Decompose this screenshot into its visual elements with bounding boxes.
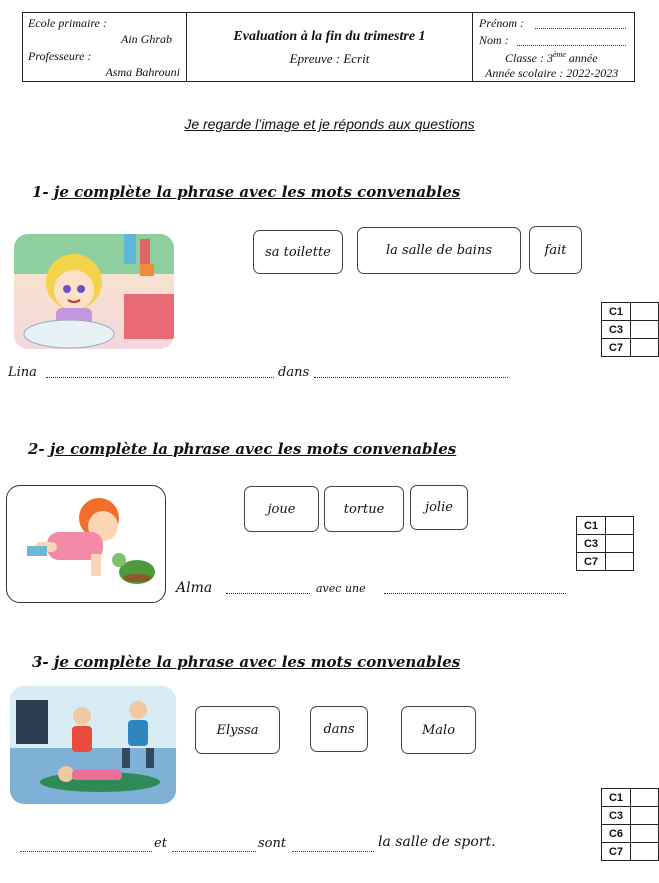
q3-title (32, 653, 460, 671)
q2-image-girl-tortoise (6, 485, 166, 603)
q3-word-2[interactable]: dans (310, 706, 368, 752)
classe-label: Classe : (505, 51, 544, 65)
criteria-label: C3 (577, 535, 606, 553)
nom-line[interactable] (517, 45, 626, 46)
criteria-label: C3 (602, 807, 631, 825)
header-table (22, 12, 635, 82)
q2-word-1[interactable]: joue (244, 486, 319, 532)
criteria-label: C7 (577, 553, 606, 571)
q3-answer-line-3[interactable] (292, 851, 374, 852)
nom-label: Nom : (479, 33, 509, 47)
criteria-score-box[interactable] (631, 321, 659, 339)
criteria-score-box[interactable] (631, 825, 659, 843)
q2-word-2[interactable]: tortue (324, 486, 404, 532)
q1-criteria-table (601, 302, 659, 357)
school-cell (23, 13, 187, 81)
classe-num: 3 (547, 51, 553, 65)
q1-answer-line-1[interactable] (46, 377, 274, 378)
criteria-label: C1 (602, 789, 631, 807)
q3-sentence-end: la salle de sport. (378, 834, 496, 850)
prenom-line[interactable] (535, 28, 626, 29)
q1-title (32, 183, 460, 201)
criteria-label: C7 (602, 843, 631, 861)
instruction: Je regarde l’image et je réponds aux questions (184, 116, 475, 132)
q3-sentence-sont: sont (258, 836, 287, 851)
q3-illustration (10, 686, 176, 804)
q1-sentence-mid: dans (278, 365, 310, 380)
prenom-label: Prénom : (479, 16, 524, 30)
criteria-row (602, 339, 659, 357)
criteria-score-box[interactable] (631, 789, 659, 807)
classe-sup: ème (553, 50, 566, 59)
title-cell (187, 13, 473, 81)
criteria-row (602, 303, 659, 321)
q1-word-3[interactable]: fait (529, 226, 582, 274)
criteria-score-box[interactable] (606, 535, 634, 553)
criteria-row (602, 789, 659, 807)
exam-subtitle: Epreuve : Ecrit (289, 51, 370, 66)
criteria-score-box[interactable] (606, 517, 634, 535)
q3-image-sport-room (10, 686, 176, 804)
criteria-label: C3 (602, 321, 631, 339)
q2-sentence-mid: avec une (316, 582, 366, 595)
criteria-score-box[interactable] (631, 339, 659, 357)
q1-image-girl-bathroom (14, 234, 174, 349)
teacher-name: Asma Bahrouni (105, 65, 180, 79)
criteria-row (602, 843, 659, 861)
school-name: Ain Ghrab (121, 32, 172, 46)
classe-line (505, 50, 598, 66)
q1-word-1[interactable]: sa toilette (253, 230, 343, 274)
q1-sentence-start: Lina (8, 365, 37, 380)
criteria-row (602, 825, 659, 843)
criteria-label: C1 (577, 517, 606, 535)
q2-criteria-table (576, 516, 634, 571)
q3-answer-line-2[interactable] (172, 851, 256, 852)
q3-word-3[interactable]: Malo (401, 706, 476, 754)
teacher-label: Professeure : (28, 49, 92, 63)
q2-answer-line-2[interactable] (384, 593, 566, 594)
criteria-score-box[interactable] (631, 843, 659, 861)
q2-title (28, 440, 456, 458)
criteria-label: C6 (602, 825, 631, 843)
student-cell (473, 13, 634, 81)
criteria-row (602, 321, 659, 339)
q3-sentence-et: et (154, 836, 167, 851)
classe-word: année (568, 51, 598, 65)
q2-sentence-start: Alma (176, 580, 213, 596)
q2-illustration (7, 486, 165, 602)
exam-title: Evaluation à la fin du trimestre 1 (233, 29, 426, 44)
q3-answer-line-1[interactable] (20, 851, 152, 852)
criteria-score-box[interactable] (631, 303, 659, 321)
criteria-label: C7 (602, 339, 631, 357)
criteria-label: C1 (602, 303, 631, 321)
q1-answer-line-2[interactable] (314, 377, 508, 378)
q1-illustration (14, 234, 174, 349)
q1-title-text: je complète la phrase avec les mots convenables (53, 183, 461, 201)
criteria-row (602, 807, 659, 825)
criteria-row (577, 535, 634, 553)
q2-answer-line-1[interactable] (226, 593, 310, 594)
criteria-score-box[interactable] (606, 553, 634, 571)
q1-word-2[interactable]: la salle de bains (357, 227, 521, 274)
q1-number: 1- (32, 183, 49, 201)
criteria-score-box[interactable] (631, 807, 659, 825)
criteria-row (577, 553, 634, 571)
q3-word-1[interactable]: Elyssa (195, 706, 280, 754)
q2-word-3[interactable]: jolie (410, 485, 468, 530)
school-label: Ecole primaire : (28, 16, 107, 30)
school-year: Année scolaire : 2022-2023 (485, 66, 619, 80)
criteria-row (577, 517, 634, 535)
q2-title-text: je complète la phrase avec les mots convenables (49, 440, 457, 458)
q3-number: 3- (32, 653, 49, 671)
q3-title-text: je complète la phrase avec les mots convenables (53, 653, 461, 671)
q2-number: 2- (28, 440, 45, 458)
q3-criteria-table (601, 788, 659, 861)
